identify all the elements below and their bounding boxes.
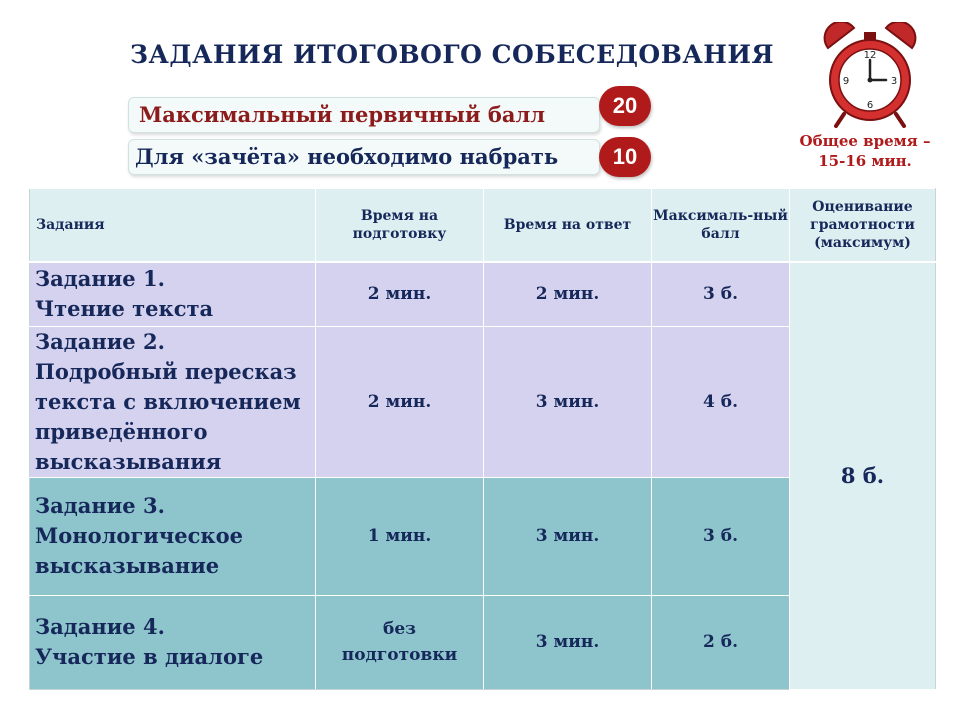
clock-numeral-9: 9 [842, 76, 850, 87]
answer-time: 3 мин. [484, 477, 652, 595]
task-number: Задание 3. [35, 493, 165, 518]
task-name [30, 477, 316, 595]
pass-score-badge: 10 [599, 137, 651, 177]
task-title-line: приведённого [35, 418, 208, 444]
prep-time: 2 мин. [316, 262, 484, 326]
max-score-label-box [128, 97, 600, 133]
task-title-line: текста с включением [35, 388, 301, 414]
total-time [780, 131, 950, 171]
prep-time: 2 мин. [316, 326, 484, 477]
task-name [30, 326, 316, 477]
max-score: 4 б. [652, 326, 790, 477]
tasks-table [29, 188, 936, 690]
header-tasks: Задания [30, 189, 316, 263]
table-header-row [30, 189, 936, 263]
prep-time [316, 595, 484, 689]
prep-time-line: без [382, 619, 416, 639]
header-max-score: Максималь-ный балл [652, 189, 790, 263]
max-score-label: Максимальный первичный балл [139, 102, 546, 127]
clock-numeral-12: 12 [863, 50, 877, 61]
literacy-score: 8 б. [790, 262, 936, 689]
task-title-line: Подробный пересказ [35, 358, 297, 384]
header-answer-time: Время на ответ [484, 189, 652, 263]
answer-time: 2 мин. [484, 262, 652, 326]
task-number: Задание 2. [35, 328, 165, 354]
task-title-line: Чтение текста [35, 296, 214, 322]
page-title: ЗАДАНИЯ ИТОГОВОГО СОБЕСЕДОВАНИЯ [130, 40, 774, 69]
max-score: 3 б. [652, 262, 790, 326]
task-title-line: Участие в диалоге [35, 644, 264, 669]
task-title-line: высказывание [35, 553, 220, 578]
prep-time-line: подготовки [341, 645, 458, 665]
max-score: 2 б. [652, 595, 790, 689]
pass-score-label: Для «зачёта» необходимо набрать [135, 144, 559, 169]
prep-time: 1 мин. [316, 477, 484, 595]
alarm-clock-icon [820, 22, 920, 132]
clock-numeral-3: 3 [890, 76, 898, 87]
task-name [30, 262, 316, 326]
task-title-line: Монологическое [35, 523, 243, 548]
clock-numeral-6: 6 [866, 100, 874, 111]
task-title-line: высказывания [35, 448, 222, 474]
header-prep-time: Время на подготовку [316, 189, 484, 263]
task-name [30, 595, 316, 689]
task-number: Задание 1. [35, 266, 165, 292]
total-time-line1: Общее время – [799, 132, 931, 150]
answer-time: 3 мин. [484, 595, 652, 689]
table-row [30, 262, 936, 326]
task-number: Задание 4. [35, 614, 165, 639]
header-literacy: Оценивание грамотности (максимум) [790, 189, 936, 263]
max-score-badge: 20 [599, 86, 651, 126]
answer-time: 3 мин. [484, 326, 652, 477]
total-time-line2: 15-16 мин. [818, 152, 912, 170]
max-score: 3 б. [652, 477, 790, 595]
pass-score-label-box [128, 139, 600, 175]
